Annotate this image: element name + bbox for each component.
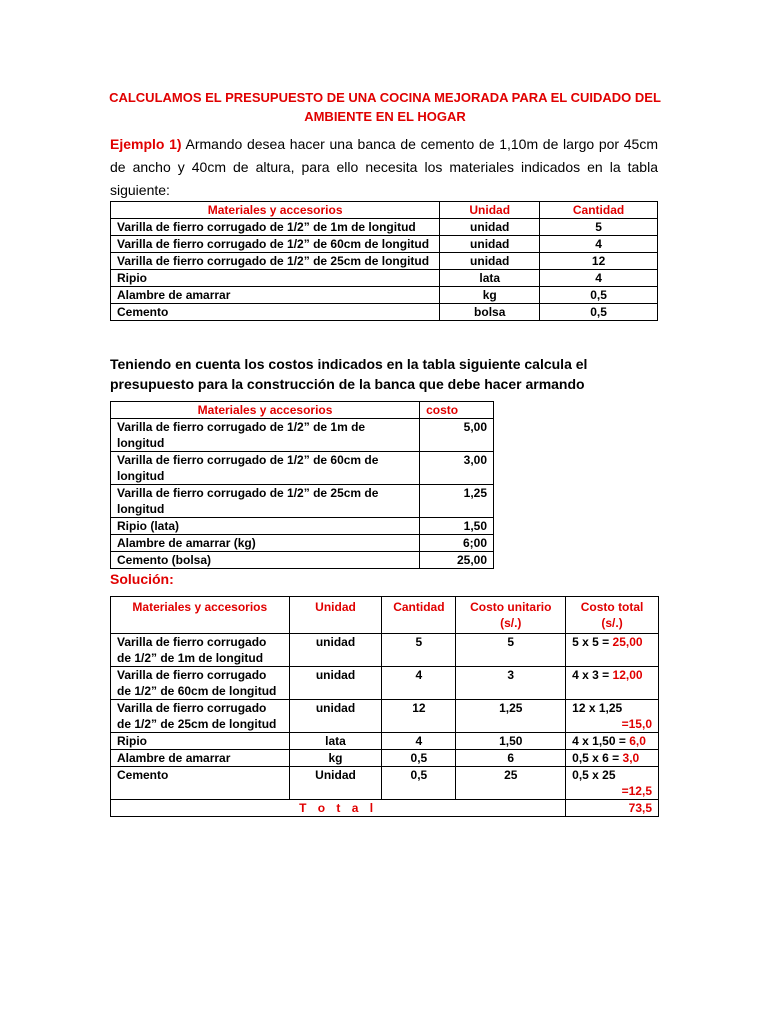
unit-cell: kg: [289, 750, 382, 767]
header-cell: Materiales y accesorios: [111, 597, 290, 634]
material-cell: Alambre de amarrar (kg): [111, 535, 420, 552]
cost-cell: 1,50: [420, 518, 494, 535]
unit-cell: unidad: [440, 253, 540, 270]
total-label: T o t a l: [111, 800, 566, 817]
quantity-cell: 0,5: [540, 304, 658, 321]
material-cell: Varilla de fierro corrugado de 1/2” de 25cm de longitud: [111, 700, 290, 733]
table-header-row: [111, 597, 659, 634]
material-cell: Cemento (bolsa): [111, 552, 420, 569]
result-text: =12,5: [621, 784, 652, 798]
quantity-cell: 0,5: [382, 767, 456, 800]
quantity-cell: 4: [382, 667, 456, 700]
total-cost-cell: [566, 733, 659, 750]
quantity-cell: 5: [382, 634, 456, 667]
solution-label: Solución:: [110, 571, 174, 587]
total-cost-cell: [566, 700, 659, 733]
header-cell: Cantidad: [540, 202, 658, 219]
material-cell: Varilla de fierro corrugado de 1/2” de 25cm de longitud: [111, 253, 440, 270]
operation-text: 0,5 x 6 =: [572, 751, 620, 765]
table-header-row: [111, 402, 494, 419]
table-row: [111, 667, 659, 700]
table-row: [111, 236, 658, 253]
materials-table: [110, 201, 658, 321]
cost-cell: 25,00: [420, 552, 494, 569]
total-cost-cell: [566, 750, 659, 767]
cost-cell: 6;00: [420, 535, 494, 552]
header-cell: Materiales y accesorios: [111, 402, 420, 419]
quantity-cell: 4: [382, 733, 456, 750]
result-text: 25,00: [612, 635, 643, 649]
operation-text: 4 x 1,50 =: [572, 734, 626, 748]
unit-cell: lata: [440, 270, 540, 287]
material-cell: Ripio: [111, 733, 290, 750]
unit-cost-cell: 3: [456, 667, 566, 700]
cost-cell: 3,00: [420, 452, 494, 485]
total-cost-cell: [566, 767, 659, 800]
table-row: [111, 535, 494, 552]
header-cell: Unidad: [440, 202, 540, 219]
total-row: [111, 800, 659, 817]
unit-cell: unidad: [440, 236, 540, 253]
material-cell: Varilla de fierro corrugado de 1/2” de 60cm de longitud: [111, 452, 420, 485]
table-row: [111, 253, 658, 270]
unit-cost-cell: 1,25: [456, 700, 566, 733]
quantity-cell: 4: [540, 270, 658, 287]
header-cell: Costo total (s/.): [566, 597, 659, 634]
material-cell: Cemento: [111, 767, 290, 800]
material-cell: Alambre de amarrar: [111, 750, 290, 767]
intro-paragraph: [110, 133, 658, 202]
header-cell: Costo unitario (s/.): [456, 597, 566, 634]
table-row: [111, 304, 658, 321]
operation-text: 0,5 x 25: [572, 768, 616, 782]
cost-cell: 5,00: [420, 419, 494, 452]
unit-cell: unidad: [289, 700, 382, 733]
table-header-row: [111, 202, 658, 219]
unit-cost-cell: 6: [456, 750, 566, 767]
result-text: 12,00: [612, 668, 643, 682]
material-cell: Varilla de fierro corrugado de 1/2” de 60cm de longitud: [111, 236, 440, 253]
unit-cell: bolsa: [440, 304, 540, 321]
header-cell: Materiales y accesorios: [111, 202, 440, 219]
table-row: [111, 485, 494, 518]
unit-cost-cell: 5: [456, 634, 566, 667]
material-cell: Varilla de fierro corrugado de 1/2” de 1m de longitud: [111, 419, 420, 452]
total-cost-cell: [566, 634, 659, 667]
header-cell: costo: [420, 402, 494, 419]
header-cell: Unidad: [289, 597, 382, 634]
page-title: CALCULAMOS EL PRESUPUESTO DE UNA COCINA MEJORADA PARA EL CUIDADO DEL AMBIENTE EN EL HOGAR: [109, 90, 661, 124]
result-text: 6,0: [629, 734, 646, 748]
table-row: [111, 750, 659, 767]
solution-table: [110, 596, 659, 817]
result-text: =15,0: [621, 717, 652, 731]
table-row: [111, 733, 659, 750]
example-label: Ejemplo 1): [110, 136, 182, 152]
quantity-cell: 4: [540, 236, 658, 253]
table-row: [111, 767, 659, 800]
table-row: [111, 552, 494, 569]
quantity-cell: 0,5: [382, 750, 456, 767]
table-row: [111, 634, 659, 667]
costs-table: [110, 401, 494, 569]
operation-text: 5 x 5 =: [572, 635, 610, 649]
cost-cell: 1,25: [420, 485, 494, 518]
total-cost-cell: [566, 667, 659, 700]
quantity-cell: 12: [382, 700, 456, 733]
operation-text: 4 x 3 =: [572, 668, 610, 682]
unit-cell: unidad: [289, 634, 382, 667]
costs-paragraph: Teniendo en cuenta los costos indicados en la tabla siguiente calcula el presupuesto para la construcción de la banca que debe hacer armando: [110, 356, 588, 392]
unit-cell: lata: [289, 733, 382, 750]
unit-cost-cell: 1,50: [456, 733, 566, 750]
unit-cell: Unidad: [289, 767, 382, 800]
table-row: [111, 419, 494, 452]
result-text: 3,0: [622, 751, 640, 765]
table-row: [111, 452, 494, 485]
material-cell: Alambre de amarrar: [111, 287, 440, 304]
table-row: [111, 700, 659, 733]
unit-cell: kg: [440, 287, 540, 304]
material-cell: Varilla de fierro corrugado de 1/2” de 60cm de longitud: [111, 667, 290, 700]
material-cell: Varilla de fierro corrugado de 1/2” de 25cm de longitud: [111, 485, 420, 518]
quantity-cell: 12: [540, 253, 658, 270]
quantity-cell: 5: [540, 219, 658, 236]
table-row: [111, 270, 658, 287]
operation-text: 12 x 1,25: [572, 701, 623, 715]
total-value: 73,5: [566, 800, 659, 817]
table-row: [111, 518, 494, 535]
table-row: [111, 287, 658, 304]
unit-cost-cell: 25: [456, 767, 566, 800]
material-cell: Cemento: [111, 304, 440, 321]
material-cell: Varilla de fierro corrugado de 1/2” de 1m de longitud: [111, 219, 440, 236]
intro-text: Armando desea hacer una banca de cemento de 1,10m de largo por 45cm de ancho y 40cm de altura, para ello necesita los materiales indicados en la tabla siguiente:: [110, 136, 658, 198]
material-cell: Varilla de fierro corrugado de 1/2” de 1m de longitud: [111, 634, 290, 667]
table-row: [111, 219, 658, 236]
header-cell: Cantidad: [382, 597, 456, 634]
material-cell: Ripio: [111, 270, 440, 287]
quantity-cell: 0,5: [540, 287, 658, 304]
unit-cell: unidad: [289, 667, 382, 700]
unit-cell: unidad: [440, 219, 540, 236]
material-cell: Ripio (lata): [111, 518, 420, 535]
